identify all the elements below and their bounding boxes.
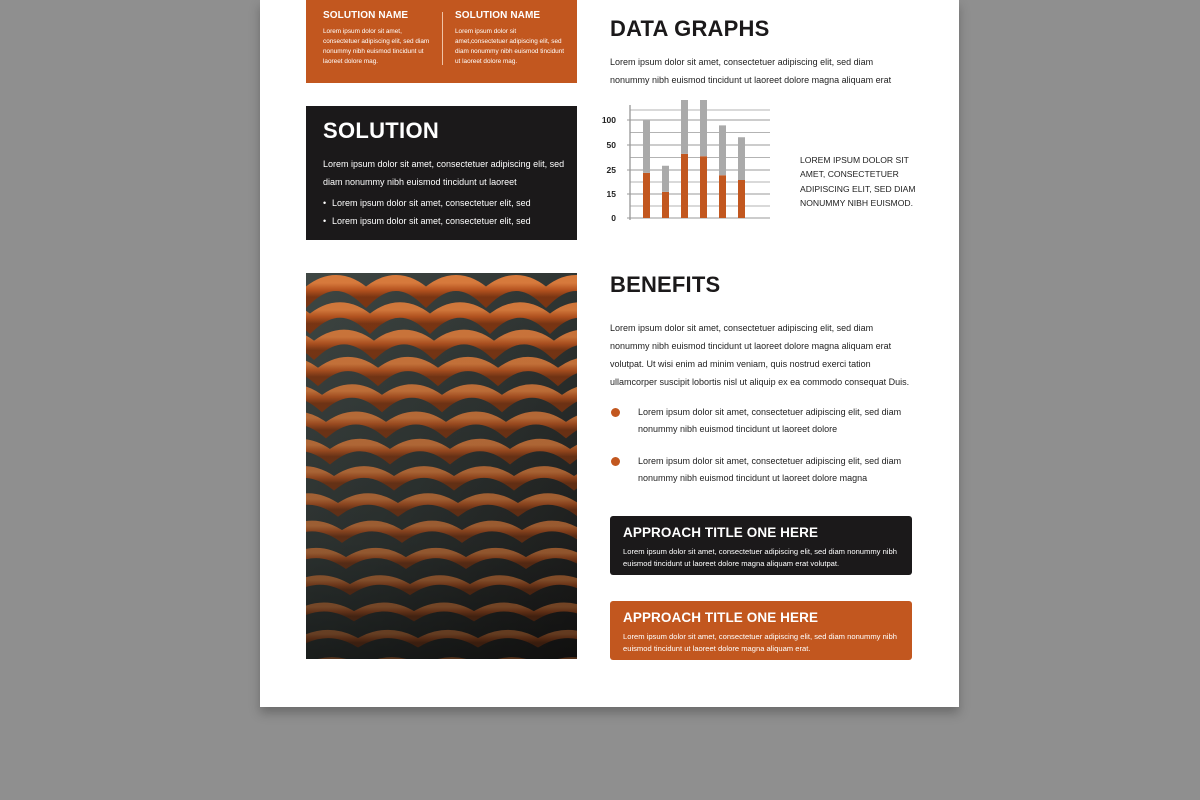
solution-name-block — [455, 10, 567, 67]
bar-segment-gray — [738, 137, 745, 180]
chart-note: LOREM IPSUM DOLOR SIT AMET, CONSECTETUER ADIPISCING ELIT, SED DIAM NONUMMY NIBH EUISMOD. — [800, 155, 916, 208]
bar-segment-gray — [662, 166, 669, 192]
solution-name-body: Lorem ipsum dolor sit amet,consectetuer adipiscing elit, sed diam nonummy nibh euismod tincidunt ut laoreet dolore mag. — [455, 28, 565, 65]
benefit-item: Lorem ipsum dolor sit amet, consectetuer adipiscing elit, sed diam nonummy nibh euismod tincidunt ut laoreet dolore — [638, 407, 902, 434]
bar-segment-orange — [719, 175, 726, 218]
bar-segment-orange — [643, 173, 650, 218]
solution-bullet: • Lorem ipsum dolor sit amet, consectetuer elit, sed — [323, 194, 568, 212]
solution-bullet: • Lorem ipsum dolor sit amet, consectetuer elit, sed — [323, 212, 568, 230]
divider — [442, 12, 443, 65]
approach-title: APPROACH TITLE ONE HERE — [623, 525, 819, 540]
architecture-photo — [306, 273, 577, 659]
approach-box — [610, 516, 912, 575]
y-tick-label: 0 — [611, 213, 616, 223]
bar-segment-gray — [719, 125, 726, 175]
bar-segment-gray — [643, 121, 650, 173]
approach-box — [610, 601, 912, 660]
bar-segment-gray — [700, 100, 707, 156]
y-tick-label: 100 — [601, 115, 616, 125]
approach-title: APPROACH TITLE ONE HERE — [623, 610, 819, 625]
bar-segment-orange — [681, 154, 688, 218]
bar-segment-orange — [738, 180, 745, 218]
solution-body: Lorem ipsum dolor sit amet, consectetuer adipiscing elit, sed diam nonummy nibh euismod tincidunt ut laoreet — [323, 159, 565, 187]
solution-name-title: SOLUTION NAME — [455, 10, 541, 21]
bar-segment-orange — [700, 156, 707, 218]
solution-box — [306, 106, 577, 240]
bar-chart — [600, 100, 786, 228]
benefit-item: Lorem ipsum dolor sit amet, consectetuer adipiscing elit, sed diam nonummy nibh euismod tincidunt ut laoreet dolore magna — [638, 456, 902, 483]
data-graphs-body: Lorem ipsum dolor sit amet, consectetuer adipiscing elit, sed diam nonummy nibh euismod tincidunt ut laoreet dolore magna aliquam erat — [610, 57, 892, 85]
solution-names-band — [306, 0, 577, 83]
bullet-dot-icon — [611, 457, 620, 466]
benefits-title: BENEFITS — [610, 272, 721, 297]
approach-body: Lorem ipsum dolor sit amet, consectetuer adipiscing elit, sed diam nonummy nibh euismod tincidunt ut laoreet dolore magna aliquam erat. — [623, 632, 897, 653]
wood-lattice-image — [306, 273, 577, 659]
document-page — [260, 0, 959, 707]
solution-name-body: Lorem ipsum dolor sit amet, consectetuer adipiscing elit, sed diam nonummy nibh euismod tincidunt ut laoreet dolore mag. — [323, 28, 430, 65]
benefits-body: Lorem ipsum dolor sit amet, consectetuer adipiscing elit, sed diam nonummy nibh euismod tincidunt ut laoreet dolore magna aliquam erat volutpat. Ut wisi enim ad minim veniam, quis nostrud exerci tation ullamcorper suscipit lobortis nisl ut aliquip ex ea commodo consequat Duis. — [610, 323, 910, 387]
solution-title: SOLUTION — [323, 118, 440, 143]
solution-name-block — [323, 10, 435, 67]
y-tick-label: 50 — [606, 140, 616, 150]
solution-name-title: SOLUTION NAME — [323, 10, 409, 21]
solution-bullet-list — [323, 194, 568, 230]
data-graphs-title: DATA GRAPHS — [610, 16, 770, 41]
y-tick-label: 25 — [606, 165, 616, 175]
bullet-dot-icon — [611, 408, 620, 417]
bar-segment-orange — [662, 192, 669, 218]
bar-segment-gray — [681, 100, 688, 154]
approach-body: Lorem ipsum dolor sit amet, consectetuer adipiscing elit, sed diam nonummy nibh euismod tincidunt ut laoreet dolore magna aliquam erat volutpat. — [623, 547, 897, 568]
y-tick-label: 15 — [606, 189, 616, 199]
